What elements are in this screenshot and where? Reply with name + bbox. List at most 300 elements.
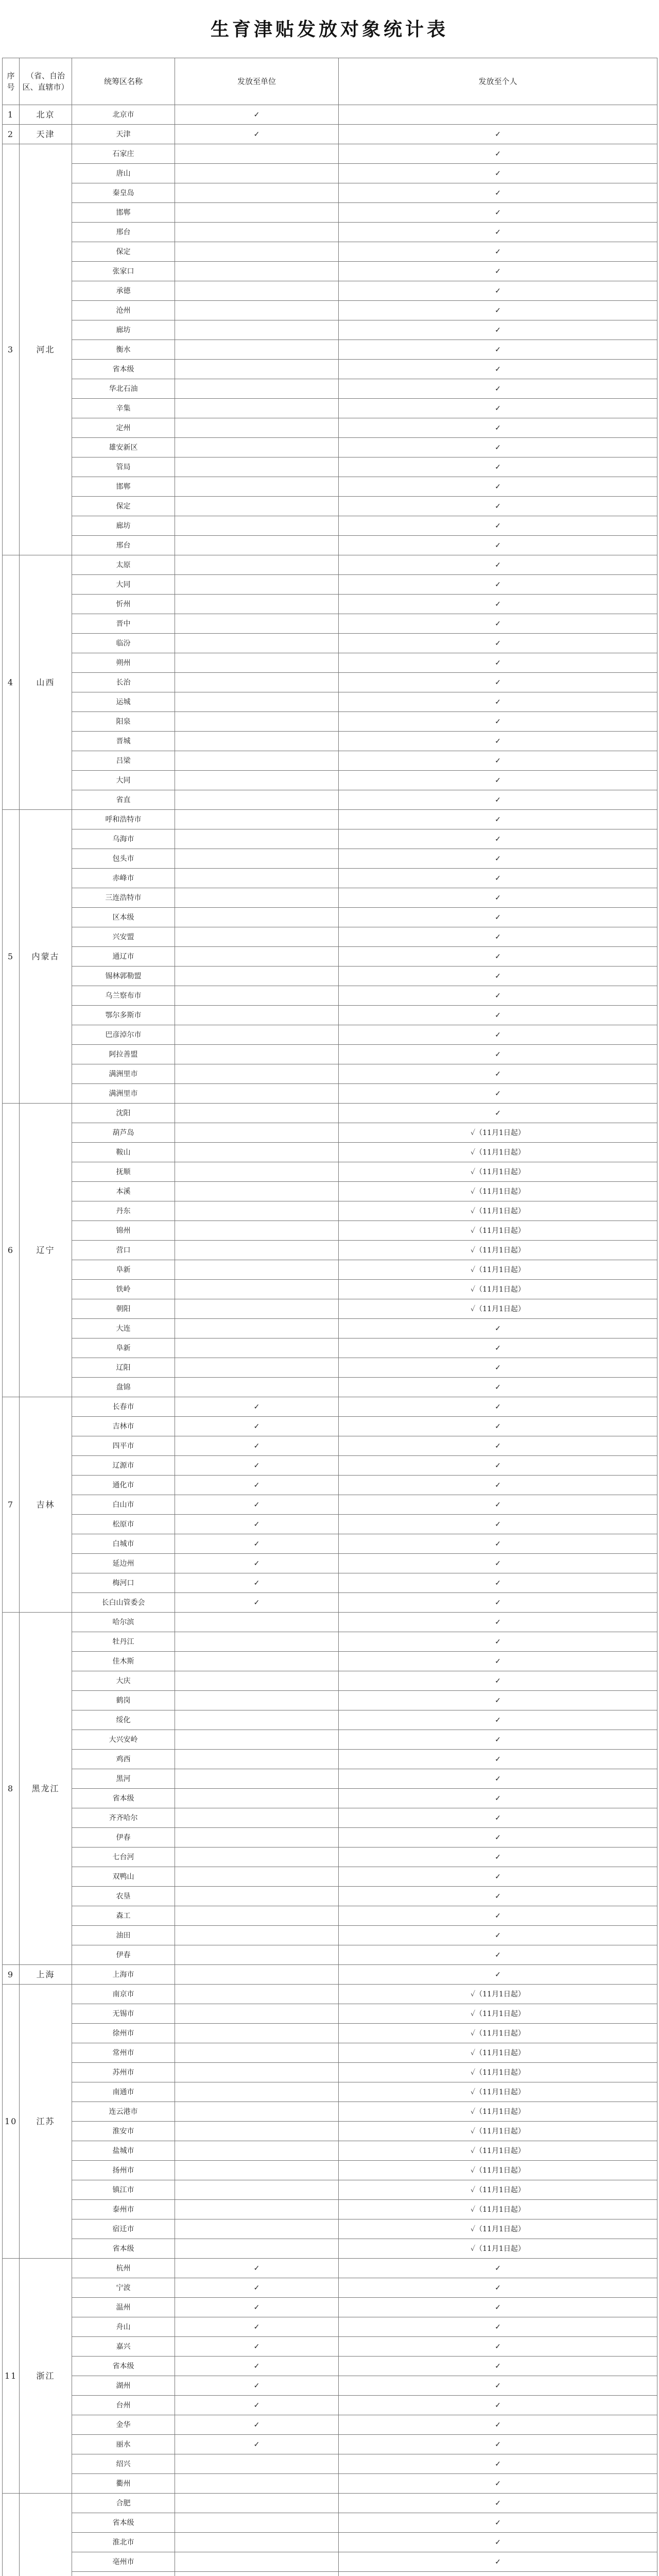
table-row (3, 497, 657, 516)
person-check-cell: ✓（11月1日起） (339, 2043, 657, 2063)
person-check-cell: ✓ (339, 301, 657, 320)
person-check-cell: ✓ (339, 536, 657, 555)
person-check-cell: ✓ (339, 1710, 657, 1730)
person-check-cell: ✓ (339, 223, 657, 242)
city-name: 满洲里市 (72, 1084, 175, 1104)
table-row (3, 1965, 657, 1985)
city-name: 哈尔滨 (72, 1613, 175, 1632)
city-name: 承德 (72, 281, 175, 301)
table-row (3, 1397, 657, 1417)
person-check-cell: ✓（11月1日起） (339, 1123, 657, 1143)
city-name: 邢台 (72, 223, 175, 242)
table-row (3, 810, 657, 829)
city-name: 无锡市 (72, 2004, 175, 2024)
person-check-cell: ✓ (339, 1006, 657, 1025)
unit-check-cell (175, 399, 339, 418)
table-row (3, 1613, 657, 1632)
region-name: 江苏 (20, 1985, 72, 2259)
person-check-cell: ✓ (339, 1573, 657, 1593)
person-check-cell: ✓ (339, 2435, 657, 2454)
unit-check-cell (175, 2474, 339, 2494)
table-row (3, 105, 657, 125)
city-name: 徐州市 (72, 2024, 175, 2043)
person-check-cell: ✓ (339, 2298, 657, 2317)
table-row (3, 653, 657, 673)
region-name: 上海 (20, 1965, 72, 1985)
table-row (3, 281, 657, 301)
city-name: 白城市 (72, 1534, 175, 1554)
row-seq: 3 (3, 144, 20, 555)
table-row (3, 1671, 657, 1691)
person-check-cell: ✓ (339, 516, 657, 536)
unit-check-cell (175, 751, 339, 771)
page-title: 生育津贴发放对象统计表 (210, 19, 448, 40)
table-row (3, 203, 657, 223)
city-name: 乌兰察布市 (72, 986, 175, 1006)
table-row (3, 2415, 657, 2435)
table-row (3, 2494, 657, 2513)
city-name: 晋城 (72, 732, 175, 751)
person-check-cell: ✓ (339, 2454, 657, 2474)
city-name: 秦皇岛 (72, 183, 175, 203)
city-name: 南通市 (72, 2082, 175, 2102)
city-name: 上海市 (72, 1965, 175, 1985)
city-name: 沈阳 (72, 1104, 175, 1123)
city-name: 嘉兴 (72, 2337, 175, 2357)
city-name: 三连浩特市 (72, 888, 175, 908)
city-name: 天津 (72, 125, 175, 144)
person-check-cell: ✓ (339, 810, 657, 829)
person-check-cell: ✓ (339, 1378, 657, 1397)
city-name: 延边州 (72, 1554, 175, 1573)
unit-check-cell (175, 2552, 339, 2572)
table-row (3, 967, 657, 986)
city-name: 北京市 (72, 105, 175, 125)
unit-check-cell (175, 1358, 339, 1378)
city-name: 管局 (72, 457, 175, 477)
person-check-cell: ✓ (339, 2533, 657, 2552)
person-check-cell: ✓ (339, 2396, 657, 2415)
city-name: 满洲里市 (72, 1064, 175, 1084)
unit-check-cell (175, 536, 339, 555)
city-name: 杭州 (72, 2259, 175, 2278)
city-name: 南京市 (72, 1985, 175, 2004)
person-check-cell: ✓ (339, 379, 657, 399)
table-row (3, 1710, 657, 1730)
person-check-cell: ✓（11月1日起） (339, 1985, 657, 2004)
person-check-cell: ✓（11月1日起） (339, 2219, 657, 2239)
person-check-cell: ✓ (339, 438, 657, 457)
table-body (3, 105, 657, 2576)
city-name: 泰州市 (72, 2200, 175, 2219)
person-check-cell: ✓ (339, 614, 657, 634)
city-name: 黑河 (72, 1769, 175, 1789)
city-name: 廊坊 (72, 320, 175, 340)
person-check-cell: ✓ (339, 634, 657, 653)
unit-check-cell: ✓ (175, 1515, 339, 1534)
person-check-cell: ✓（11月1日起） (339, 2063, 657, 2082)
unit-check-cell (175, 1906, 339, 1926)
person-check-cell: ✓ (339, 1887, 657, 1906)
table-row (3, 242, 657, 262)
city-name: 绍兴 (72, 2454, 175, 2474)
table-row (3, 1985, 657, 2004)
city-name: 省直 (72, 790, 175, 810)
person-check-cell: ✓ (339, 2513, 657, 2533)
unit-check-cell (175, 888, 339, 908)
person-check-cell: ✓（11月1日起） (339, 2004, 657, 2024)
unit-check-cell: ✓ (175, 1593, 339, 1613)
table-row (3, 2474, 657, 2494)
unit-check-cell (175, 1084, 339, 1104)
person-check-cell: ✓ (339, 2317, 657, 2337)
unit-check-cell (175, 1710, 339, 1730)
table-row (3, 2102, 657, 2122)
city-name: 邯郸 (72, 203, 175, 223)
region-name: 吉林 (20, 1397, 72, 1613)
city-name: 沧州 (72, 301, 175, 320)
person-check-cell: ✓ (339, 262, 657, 281)
person-check-cell: ✓ (339, 1691, 657, 1710)
unit-check-cell (175, 2454, 339, 2474)
table-row (3, 320, 657, 340)
person-check-cell: ✓ (339, 1045, 657, 1064)
unit-check-cell (175, 692, 339, 712)
person-check-cell: ✓（11月1日起） (339, 2102, 657, 2122)
person-check-cell: ✓ (339, 888, 657, 908)
table-row (3, 2180, 657, 2200)
table-row (3, 1456, 657, 1476)
person-check-cell: ✓ (339, 340, 657, 360)
unit-check-cell: ✓ (175, 1554, 339, 1573)
person-check-cell: ✓ (339, 1025, 657, 1045)
unit-check-cell (175, 242, 339, 262)
unit-check-cell (175, 1769, 339, 1789)
table-row (3, 1573, 657, 1593)
city-name: 省本级 (72, 2357, 175, 2376)
person-check-cell: ✓ (339, 320, 657, 340)
person-check-cell: ✓ (339, 2259, 657, 2278)
unit-check-cell (175, 2122, 339, 2141)
city-name: 宿迁市 (72, 2219, 175, 2239)
table-row (3, 555, 657, 575)
unit-check-cell (175, 712, 339, 732)
city-name: 长春市 (72, 1397, 175, 1417)
table-row (3, 2200, 657, 2219)
table-row (3, 1867, 657, 1887)
city-name: 亳州市 (72, 2552, 175, 2572)
unit-check-cell (175, 790, 339, 810)
table-row (3, 1006, 657, 1025)
city-name: 宁波 (72, 2278, 175, 2298)
person-check-cell: ✓ (339, 1632, 657, 1652)
unit-check-cell (175, 869, 339, 888)
table-row (3, 2298, 657, 2317)
city-name: 阿拉善盟 (72, 1045, 175, 1064)
row-seq: 8 (3, 1613, 20, 1965)
unit-check-cell (175, 379, 339, 399)
table-row (3, 1691, 657, 1710)
table-row (3, 379, 657, 399)
table-row (3, 1025, 657, 1045)
table-row (3, 1104, 657, 1123)
table-row (3, 2396, 657, 2415)
city-name: 七台河 (72, 1848, 175, 1867)
row-seq: 2 (3, 125, 20, 144)
unit-check-cell (175, 1730, 339, 1750)
person-check-cell: ✓ (339, 1808, 657, 1828)
unit-check-cell: ✓ (175, 2396, 339, 2415)
unit-check-cell (175, 575, 339, 595)
table-row (3, 1730, 657, 1750)
unit-check-cell (175, 164, 339, 183)
city-name: 鹤岗 (72, 1691, 175, 1710)
row-seq: 11 (3, 2259, 20, 2494)
unit-check-cell: ✓ (175, 1476, 339, 1495)
unit-check-cell (175, 2180, 339, 2200)
person-check-cell: ✓ (339, 1358, 657, 1378)
table-row (3, 2239, 657, 2259)
unit-check-cell (175, 1789, 339, 1808)
city-name: 农垦 (72, 1887, 175, 1906)
person-check-cell: ✓ (339, 869, 657, 888)
person-check-cell: ✓ (339, 1945, 657, 1965)
city-name: 温州 (72, 2298, 175, 2317)
unit-check-cell (175, 634, 339, 653)
person-check-cell: ✓ (339, 1476, 657, 1495)
person-check-cell: ✓（11月1日起） (339, 2161, 657, 2180)
unit-check-cell: ✓ (175, 1397, 339, 1417)
city-name: 湖州 (72, 2376, 175, 2396)
region-name: 浙江 (20, 2259, 72, 2494)
table-row (3, 947, 657, 967)
table-row (3, 575, 657, 595)
person-check-cell: ✓ (339, 1613, 657, 1632)
unit-check-cell (175, 1848, 339, 1867)
city-name: 省本级 (72, 360, 175, 379)
table-row (3, 1338, 657, 1358)
unit-check-cell (175, 340, 339, 360)
unit-check-cell (175, 1926, 339, 1945)
table-row (3, 2454, 657, 2474)
city-name: 吕梁 (72, 751, 175, 771)
table-row (3, 1417, 657, 1436)
unit-check-cell (175, 360, 339, 379)
table-row (3, 908, 657, 927)
person-check-cell: ✓ (339, 1593, 657, 1613)
unit-check-cell: ✓ (175, 1534, 339, 1554)
table-row (3, 751, 657, 771)
unit-check-cell (175, 555, 339, 575)
unit-check-cell: ✓ (175, 2376, 339, 2396)
table-row (3, 849, 657, 869)
city-name: 丹东 (72, 1201, 175, 1221)
person-check-cell: ✓ (339, 1084, 657, 1104)
city-name: 伊春 (72, 1945, 175, 1965)
person-check-cell: ✓ (339, 1730, 657, 1750)
unit-check-cell (175, 1143, 339, 1162)
table-row (3, 829, 657, 849)
city-name: 金华 (72, 2415, 175, 2435)
table-row (3, 2122, 657, 2141)
person-check-cell: ✓ (339, 1867, 657, 1887)
unit-check-cell (175, 595, 339, 614)
table-row (3, 2004, 657, 2024)
region-name: 北京 (20, 105, 72, 125)
table-row (3, 1593, 657, 1613)
person-check-cell: ✓ (339, 1750, 657, 1769)
city-name: 阳泉 (72, 712, 175, 732)
unit-check-cell: ✓ (175, 1456, 339, 1476)
person-check-cell: ✓（11月1日起） (339, 1182, 657, 1201)
person-check-cell: ✓ (339, 732, 657, 751)
city-name: 华北石油 (72, 379, 175, 399)
table-row (3, 536, 657, 555)
city-name: 呼和浩特市 (72, 810, 175, 829)
city-name: 连云港市 (72, 2102, 175, 2122)
person-check-cell: ✓ (339, 595, 657, 614)
table-row (3, 144, 657, 164)
city-name: 朔州 (72, 653, 175, 673)
table-row (3, 2513, 657, 2533)
unit-check-cell (175, 2043, 339, 2063)
unit-check-cell (175, 673, 339, 692)
table-row (3, 1554, 657, 1573)
table-row (3, 1906, 657, 1926)
table-row (3, 164, 657, 183)
city-name: 晋中 (72, 614, 175, 634)
person-check-cell: ✓（11月1日起） (339, 2200, 657, 2219)
city-name: 梅河口 (72, 1573, 175, 1593)
row-seq: 7 (3, 1397, 20, 1613)
table-row (3, 2161, 657, 2180)
unit-check-cell: ✓ (175, 2298, 339, 2317)
table-row (3, 1828, 657, 1848)
city-name: 朝阳 (72, 1299, 175, 1319)
city-name: 邯郸 (72, 477, 175, 497)
table-row (3, 1476, 657, 1495)
table-row (3, 2141, 657, 2161)
person-check-cell: ✓ (339, 497, 657, 516)
table-row (3, 223, 657, 242)
table-row (3, 2219, 657, 2239)
city-name: 舟山 (72, 2317, 175, 2337)
city-name: 双鸭山 (72, 1867, 175, 1887)
unit-check-cell (175, 1652, 339, 1671)
person-check-cell: ✓ (339, 1828, 657, 1848)
city-name: 赤峰市 (72, 869, 175, 888)
unit-check-cell (175, 477, 339, 497)
unit-check-cell (175, 1260, 339, 1280)
city-name: 忻州 (72, 595, 175, 614)
city-name: 辽阳 (72, 1358, 175, 1378)
table-row (3, 1241, 657, 1260)
person-check-cell: ✓ (339, 1064, 657, 1084)
city-name: 锦州 (72, 1221, 175, 1241)
person-check-cell: ✓ (339, 477, 657, 497)
unit-check-cell (175, 771, 339, 790)
person-check-cell: ✓ (339, 751, 657, 771)
table-row (3, 1848, 657, 1867)
person-check-cell: ✓ (339, 927, 657, 947)
city-name: 长白山管委会 (72, 1593, 175, 1613)
table-row (3, 888, 657, 908)
unit-check-cell (175, 497, 339, 516)
row-seq: 6 (3, 1104, 20, 1397)
region-name (20, 2494, 72, 2576)
table-row (3, 2435, 657, 2454)
table-row (3, 673, 657, 692)
city-name: 抚顺 (72, 1162, 175, 1182)
table-row (3, 1378, 657, 1397)
table-row (3, 1632, 657, 1652)
table-row (3, 2337, 657, 2357)
city-name: 葫芦岛 (72, 1123, 175, 1143)
city-name: 省本级 (72, 2513, 175, 2533)
person-check-cell: ✓（11月1日起） (339, 1221, 657, 1241)
unit-check-cell (175, 1319, 339, 1338)
city-name: 大同 (72, 575, 175, 595)
unit-check-cell (175, 1808, 339, 1828)
table-row (3, 262, 657, 281)
person-check-cell: ✓ (339, 1456, 657, 1476)
table-row (3, 2082, 657, 2102)
unit-check-cell (175, 908, 339, 927)
person-check-cell: ✓ (339, 1534, 657, 1554)
unit-check-cell: ✓ (175, 1573, 339, 1593)
city-name: 镇江市 (72, 2180, 175, 2200)
unit-check-cell: ✓ (175, 1495, 339, 1515)
unit-check-cell: ✓ (175, 1436, 339, 1456)
person-check-cell: ✓ (339, 1848, 657, 1867)
person-check-cell: ✓ (339, 1436, 657, 1456)
city-name: 廊坊 (72, 516, 175, 536)
region-name: 河北 (20, 144, 72, 555)
table-row (3, 869, 657, 888)
person-check-cell: ✓ (339, 2474, 657, 2494)
city-name: 太原 (72, 555, 175, 575)
region-name: 山西 (20, 555, 72, 810)
city-name: 鄂尔多斯市 (72, 1006, 175, 1025)
unit-check-cell (175, 1828, 339, 1848)
person-check-cell: ✓ (339, 1769, 657, 1789)
unit-check-cell (175, 986, 339, 1006)
table-row (3, 2533, 657, 2552)
unit-check-cell (175, 2063, 339, 2082)
person-check-cell: ✓ (339, 1554, 657, 1573)
header-person: 发放至个人 (339, 58, 657, 105)
person-check-cell: ✓ (339, 1104, 657, 1123)
city-name: 长治 (72, 673, 175, 692)
person-check-cell: ✓ (339, 575, 657, 595)
person-check-cell: ✓ (339, 1338, 657, 1358)
unit-check-cell (175, 1867, 339, 1887)
city-name: 定州 (72, 418, 175, 438)
person-check-cell: ✓ (339, 1495, 657, 1515)
table-header-row (3, 58, 657, 105)
unit-check-cell: ✓ (175, 2259, 339, 2278)
city-name: 唐山 (72, 164, 175, 183)
region-name: 黑龙江 (20, 1613, 72, 1965)
header-region: （省、自治区、直辖市） (20, 58, 72, 105)
city-name: 省本级 (72, 2239, 175, 2259)
unit-check-cell (175, 516, 339, 536)
unit-check-cell (175, 1241, 339, 1260)
table-row (3, 1123, 657, 1143)
unit-check-cell: ✓ (175, 2337, 339, 2357)
table-row (3, 1750, 657, 1769)
city-name: 通化市 (72, 1476, 175, 1495)
